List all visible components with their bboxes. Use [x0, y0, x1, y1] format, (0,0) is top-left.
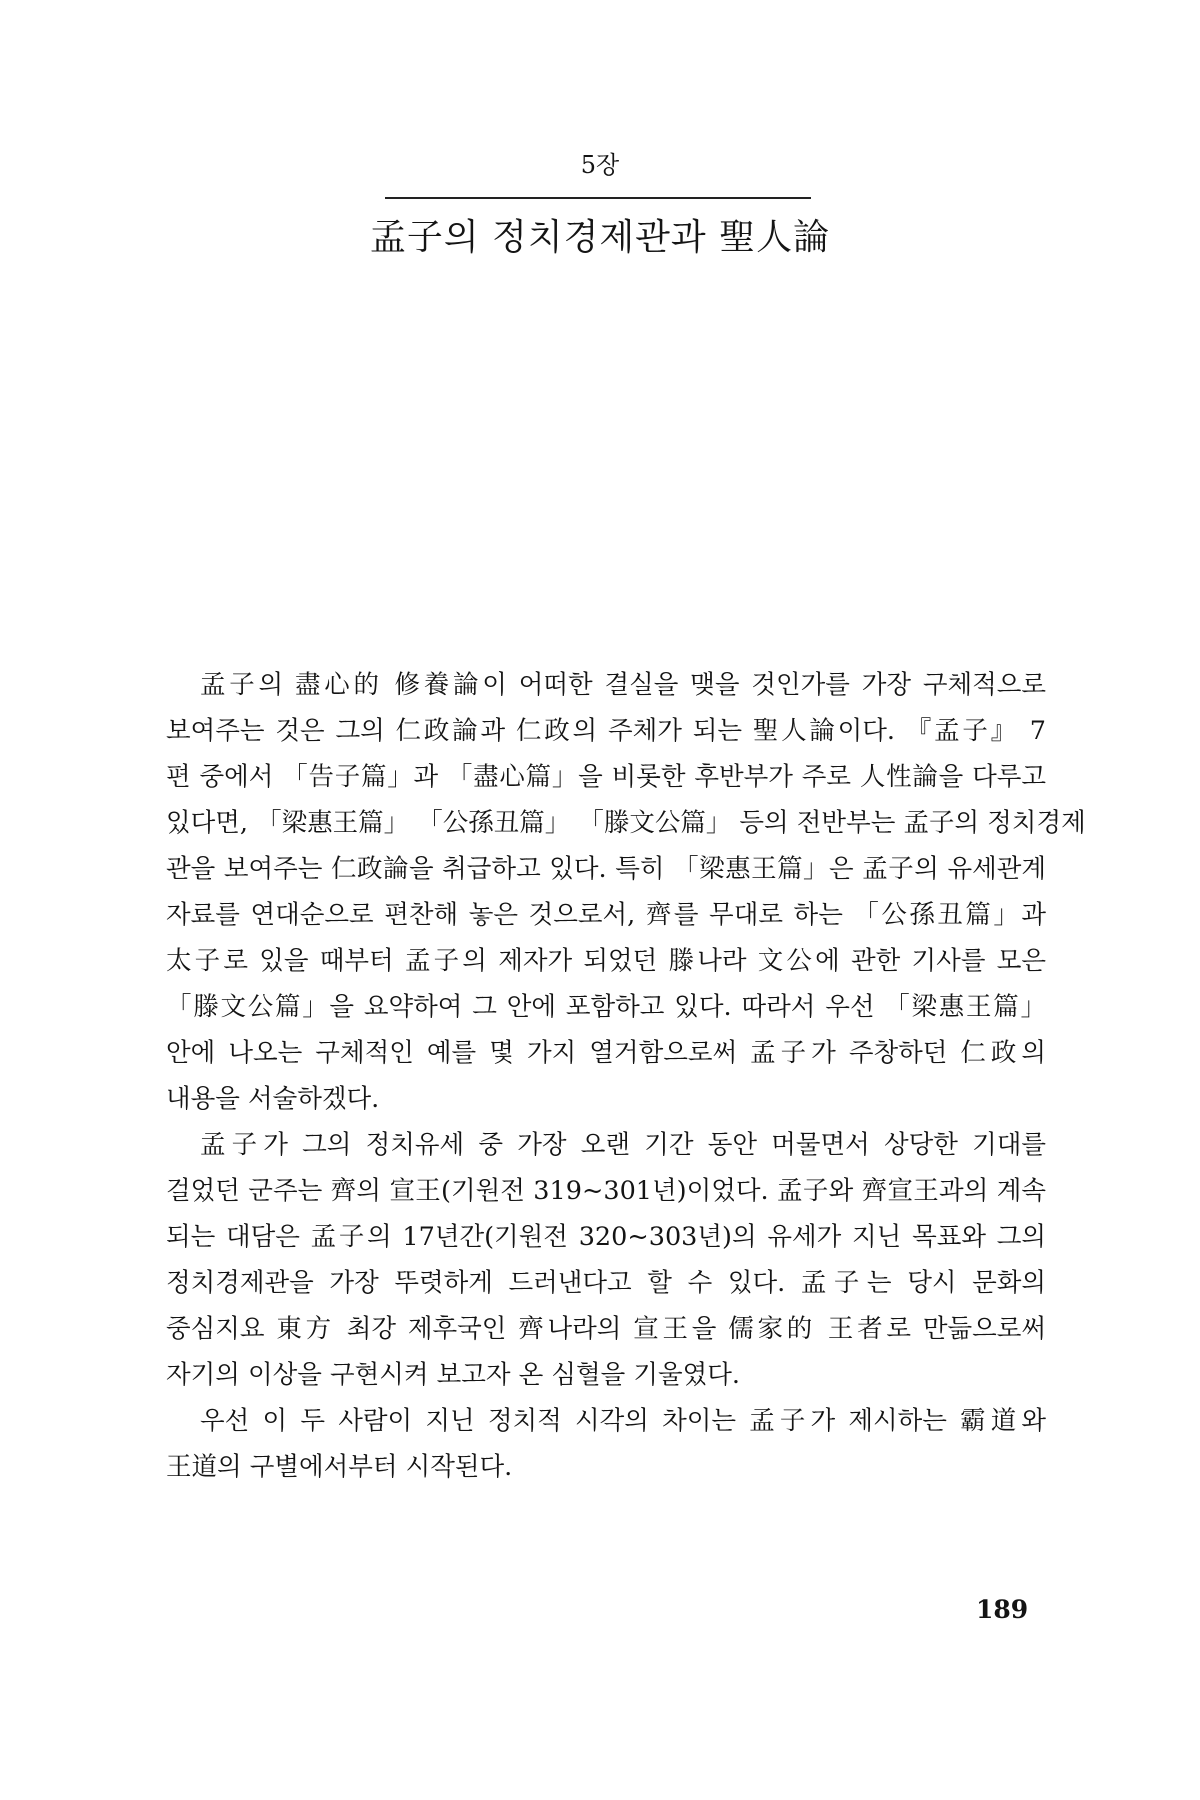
text-line: 걸었던 군주는 齊의 宣王(기원전 319~301년)이었다. 孟子와 齊宣王과의 계속	[166, 1176, 1046, 1206]
text-line: 孟子가 그의 정치유세 중 가장 오랜 기간 동안 머물면서 상당한 기대를	[200, 1130, 1046, 1160]
chapter-label: 5장	[580, 151, 620, 179]
text-line: 정치경제관을 가장 뚜렷하게 드러낸다고 할 수 있다. 孟子는 당시 문화의	[166, 1268, 1046, 1298]
text-line: 내용을 서술하겠다.	[166, 1084, 380, 1114]
text-line: 자기의 이상을 구현시켜 보고자 온 심혈을 기울였다.	[166, 1360, 741, 1390]
text-line: 편 중에서 「告子篇」과 「盡心篇」을 비롯한 후반부가 주로 人性論을 다루고	[166, 762, 1046, 792]
text-line: 王道의 구별에서부터 시작된다.	[166, 1452, 513, 1482]
text-line: 太子로 있을 때부터 孟子의 제자가 되었던 滕나라 文公에 관한 기사를 모은	[166, 946, 1046, 976]
text-line: 자료를 연대순으로 편찬해 놓은 것으로서, 齊를 무대로 하는 「公孫丑篇」과	[166, 900, 1046, 930]
text-line: 우선 이 두 사람이 지닌 정치적 시각의 차이는 孟子가 제시하는 霸道와	[200, 1406, 1046, 1436]
page-number: 189	[976, 1595, 1029, 1624]
text-line: 孟子의 盡心的 修養論이 어떠한 결실을 맺을 것인가를 가장 구체적으로	[200, 670, 1046, 700]
chapter-rule	[385, 197, 811, 199]
chapter-title: 孟子의 정치경제관과 聖人論	[369, 217, 831, 258]
text-line: 「滕文公篇」을 요약하여 그 안에 포함하고 있다. 따라서 우선 「梁惠王篇」	[166, 992, 1046, 1022]
text-line: 되는 대담은 孟子의 17년간(기원전 320~303년)의 유세가 지닌 목표와 그의	[166, 1222, 1046, 1252]
text-line: 중심지요 東方 최강 제후국인 齊나라의 宣王을 儒家的 王者로 만듦으로써	[166, 1314, 1046, 1344]
text-line: 있다면, 「梁惠王篇」 「公孫丑篇」 「滕文公篇」 등의 전반부는 孟子의 정치경제	[166, 808, 1086, 838]
text-line: 관을 보여주는 仁政論을 취급하고 있다. 특히 「梁惠王篇」은 孟子의 유세관계	[166, 854, 1046, 884]
text-line: 안에 나오는 구체적인 예를 몇 가지 열거함으로써 孟子가 주창하던 仁政의	[166, 1038, 1046, 1068]
text-line: 보여주는 것은 그의 仁政論과 仁政의 주체가 되는 聖人論이다. 『孟子』 7	[166, 716, 1046, 746]
body-text	[166, 662, 1086, 1490]
